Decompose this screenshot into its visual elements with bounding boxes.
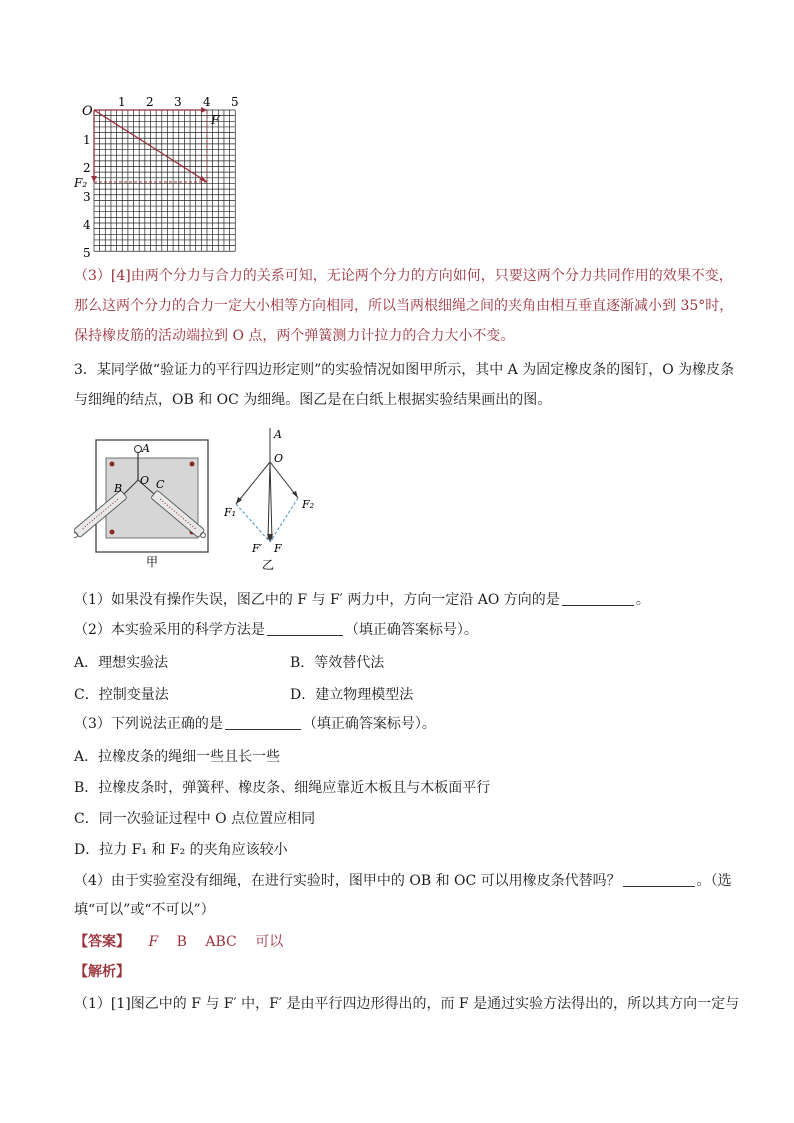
dashed-side	[236, 504, 270, 542]
yi-label-o: O	[274, 452, 284, 465]
grid-top-tick: 5	[231, 95, 239, 109]
option: C．同一次验证过程中 O 点位置应相同	[74, 811, 316, 827]
answer-row	[74, 932, 283, 952]
question-1-end: 。	[635, 592, 650, 608]
vector-f	[268, 462, 270, 540]
jia-label-a: A	[142, 442, 150, 455]
grid-top-tick: 3	[174, 95, 182, 109]
grid-left-tick: 5	[83, 246, 91, 260]
figure-jia	[74, 428, 224, 573]
vector-fprime	[270, 462, 272, 540]
pin	[110, 462, 115, 467]
question-intro: 3．某同学做“验证力的平行四边形定则”的实验情况如图甲所示，其中 A 为固定橡皮条的图钉，O 为橡皮条	[74, 362, 735, 378]
figure-yi	[222, 426, 322, 574]
grid-left-tick: 4	[83, 218, 91, 232]
grid-left-tick: 2	[83, 161, 91, 175]
figure-caption-yi: 乙	[262, 558, 275, 572]
yi-label-f1: F₁	[224, 506, 237, 519]
answer-blank[interactable]	[225, 715, 301, 730]
question-intro: 与细绳的结点，OB 和 OC 为细绳。图乙是在白纸上根据实验结果画出的图。	[74, 392, 552, 408]
question-2-text: （2）本实验采用的科学方法是	[74, 622, 265, 638]
question-4-end: 。（选	[696, 873, 732, 889]
jia-label-o: O	[140, 474, 150, 487]
pin-a	[135, 446, 142, 453]
option: D．建立物理模型法	[290, 687, 414, 703]
option: A．理想实验法	[74, 655, 169, 671]
question-4-line2: 填“可以”或“不可以”）	[74, 902, 215, 918]
analysis-label	[74, 962, 130, 982]
grid-top-tick: 1	[118, 95, 126, 109]
question-4	[74, 871, 732, 891]
answer-blank[interactable]	[623, 872, 695, 887]
question-2	[74, 620, 478, 640]
explanation-line: 保持橡皮筋的活动端拉到 O 点，两个弹簧测力计拉力的合力大小不变。	[74, 328, 515, 344]
question-3	[74, 714, 436, 734]
dashed-side	[270, 498, 298, 542]
pin	[190, 462, 195, 467]
label-f2: F₂	[74, 176, 88, 190]
grid-left-tick: 1	[83, 133, 91, 147]
yi-label-f: F	[274, 542, 282, 555]
vector-f2-arrowhead	[91, 176, 97, 182]
question-4-text: （4）由于实验室没有细绳，在进行实验时，图甲中的 OB 和 OC 可以用橡皮条代替吗？	[74, 873, 621, 889]
grid-top-tick: 4	[203, 95, 211, 109]
question-3-text: （3）下列说法正确的是	[74, 716, 223, 732]
grid-top-tick: 2	[146, 95, 154, 109]
question-1	[74, 590, 650, 610]
label-f: F	[211, 113, 220, 127]
answer-value: 可以	[255, 934, 284, 950]
analysis-label-text: 【解析】	[74, 964, 130, 980]
answer-label: 【答案】	[74, 934, 130, 950]
yi-label-a: A	[274, 428, 282, 441]
page-content	[74, 0, 740, 1123]
question-1-text: （1）如果没有操作失误，图乙中的 F 与 F′ 两力中，方向一定沿 AO 方向的是	[74, 592, 560, 608]
yi-label-fprime: F′	[252, 542, 263, 555]
grid-origin-label: O	[82, 104, 93, 119]
option: A．拉橡皮条的绳细一些且长一些	[74, 749, 281, 765]
grid-lines	[94, 110, 235, 251]
option: D．拉力 F₁ 和 F₂ 的夹角应该较小	[74, 842, 288, 858]
option: C．控制变量法	[74, 687, 169, 703]
analysis-line: （1）[1]图乙中的 F 与 F′ 中，F′ 是由平行四边形得出的，而 F 是通过实验方法得出的，所以其方向一定与	[74, 996, 740, 1012]
yi-label-f2: F₂	[302, 498, 315, 511]
answer-blank[interactable]	[267, 621, 343, 636]
jia-label-b: B	[114, 482, 123, 495]
answer-blank[interactable]	[562, 591, 634, 606]
grid-figure	[74, 92, 254, 264]
jia-label-c: C	[156, 478, 165, 491]
figure-caption-jia: 甲	[146, 555, 159, 569]
option: B．等效替代法	[290, 655, 385, 671]
explanation-line: （3）[4]由两个分力与合力的关系可知，无论两个分力的方向如何，只要这两个分力共同作用的效果不变，	[74, 268, 733, 284]
question-2-end: （填正确答案标号）。	[344, 622, 478, 638]
vector-f1	[236, 462, 270, 504]
answer-value: F	[148, 934, 159, 950]
explanation-line: 那么这两个分力的合力一定大小相等方向相同，所以当两根细绳之间的夹角由相互垂直逐渐减小到 35°时，	[74, 298, 734, 314]
pin	[110, 530, 115, 535]
grid-left-tick: 3	[83, 190, 91, 204]
answer-value: B	[176, 934, 187, 950]
option: B．拉橡皮条时，弹簧秤、橡皮条、细绳应靠近木板且与木板面平行	[74, 780, 491, 796]
answer-value: ABC	[205, 934, 237, 950]
question-3-end: （填正确答案标号）。	[302, 716, 436, 732]
